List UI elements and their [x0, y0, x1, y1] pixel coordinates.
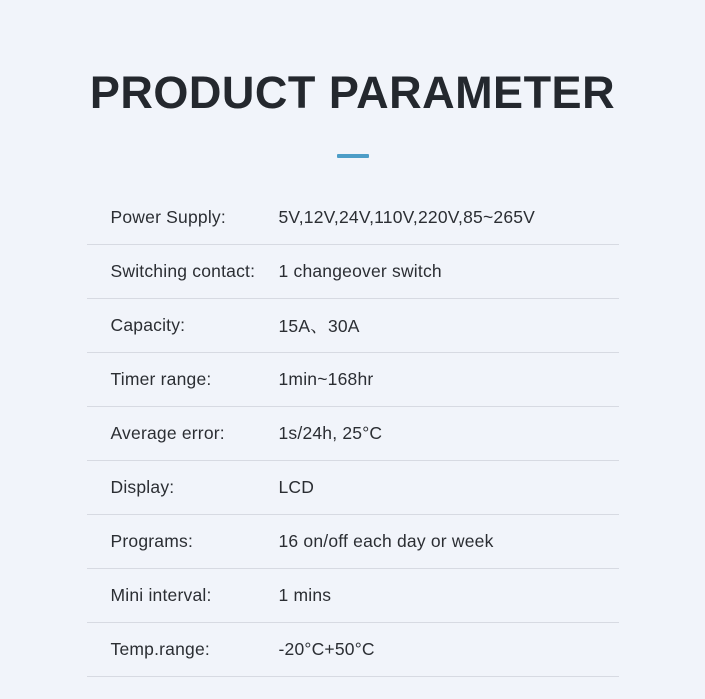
title-accent-bar	[337, 154, 369, 158]
table-row	[87, 299, 619, 353]
parameter-value: 16 on/off each day or week	[278, 531, 494, 551]
parameter-value: -20°C+50°C	[278, 639, 375, 659]
parameters-table	[87, 191, 619, 677]
table-row	[87, 191, 619, 245]
parameter-label: Temp.range:	[110, 639, 210, 659]
parameter-value: 1 changeover switch	[278, 261, 442, 281]
parameter-value: 15A、30A	[278, 316, 360, 336]
parameter-label: Power Supply:	[110, 207, 226, 227]
table-row	[87, 245, 619, 299]
parameter-value: 5V,12V,24V,110V,220V,85~265V	[278, 207, 536, 227]
parameter-value: LCD	[278, 477, 315, 497]
parameter-label: Display:	[110, 477, 175, 497]
parameter-label: Mini interval:	[110, 585, 212, 605]
parameter-value: 1 mins	[278, 585, 332, 605]
table-row	[87, 353, 619, 407]
parameter-value: 1min~168hr	[278, 369, 374, 389]
table-row	[87, 623, 619, 677]
table-row	[87, 461, 619, 515]
page-title: PRODUCT PARAMETER	[89, 67, 616, 118]
parameter-label: Average error:	[110, 423, 225, 443]
parameter-label: Switching contact:	[110, 261, 256, 281]
parameter-label: Programs:	[110, 531, 194, 551]
table-row	[87, 515, 619, 569]
table-row	[87, 569, 619, 623]
parameter-label: Timer range:	[110, 369, 212, 389]
table-row	[87, 407, 619, 461]
parameter-label: Capacity:	[110, 315, 186, 335]
parameter-value: 1s/24h, 25°C	[278, 423, 383, 443]
